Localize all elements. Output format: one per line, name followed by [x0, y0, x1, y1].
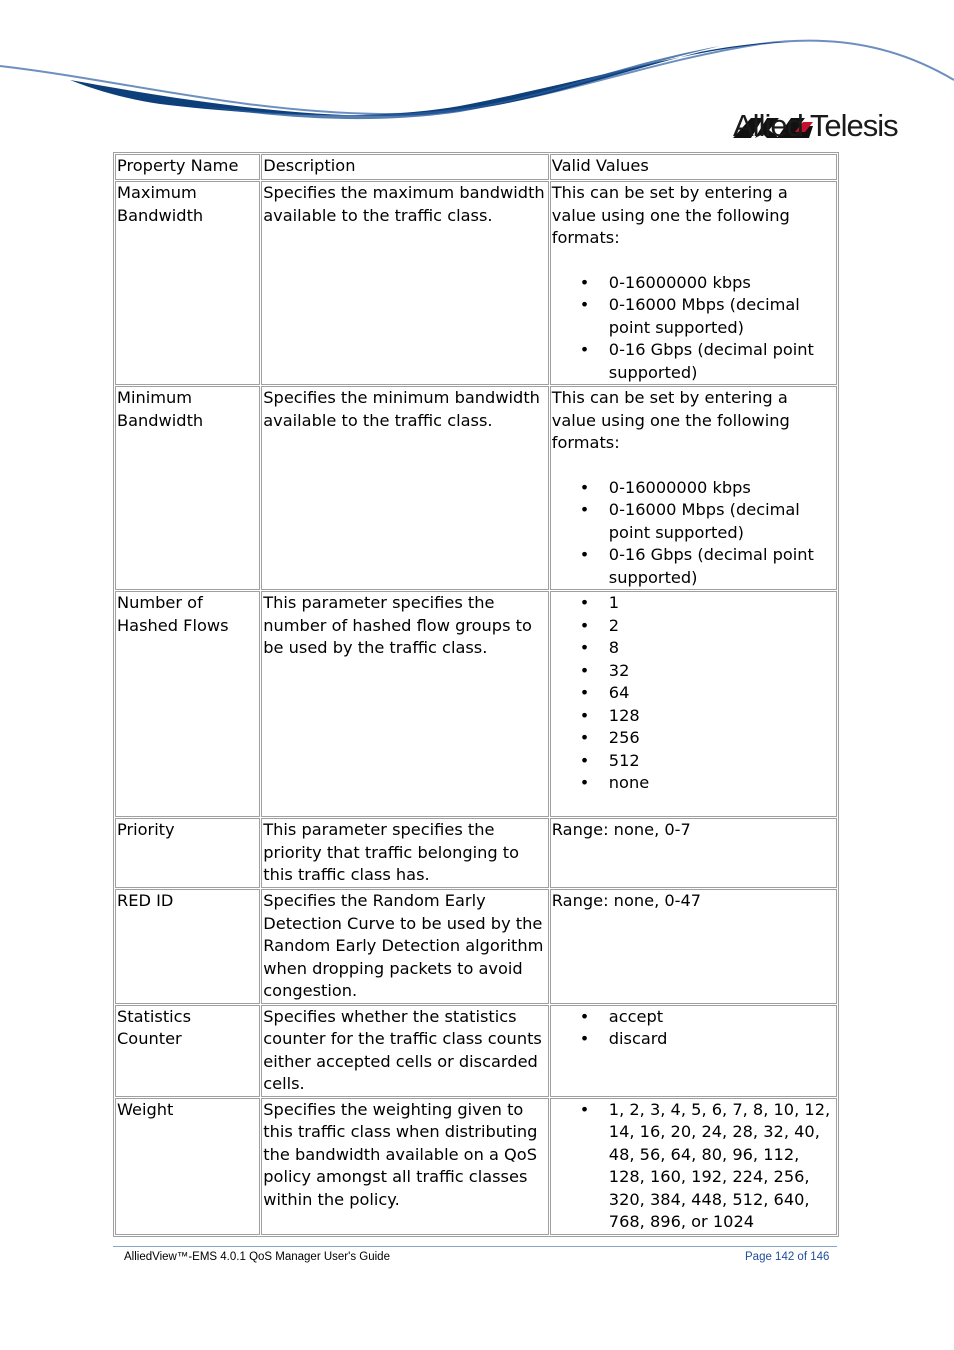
list-item: • 128 [552, 705, 836, 728]
footer-divider [113, 1246, 837, 1247]
header-description: Description [261, 154, 549, 180]
list-item: • 1, 2, 3, 4, 5, 6, 7, 8, 10, 12, 14, 16, 20, 24, 28, 32, 40, 48, 56, 64, 80, 96, 112, 128, 160, 192, 224, 256, 320, 384, 448, 512, 640, 768, 896, or 1024 [552, 1099, 836, 1234]
table-row [115, 818, 837, 888]
header-valid-values: Valid Values [550, 154, 837, 180]
list-item: • 0-16000 Mbps (decimal point supported) [552, 294, 836, 339]
table-row [115, 386, 837, 590]
list-item: • 0-16 Gbps (decimal point supported) [552, 339, 836, 384]
valid-values-list [552, 592, 836, 795]
list-item: • accept [552, 1006, 836, 1029]
table-header-row [115, 154, 837, 180]
property-name-cell: Minimum Bandwidth [115, 386, 260, 590]
table-row [115, 889, 837, 1004]
footer-page-number: Page 142 of 146 [745, 1251, 830, 1263]
list-item: • 512 [552, 750, 836, 773]
table-row [115, 591, 837, 817]
header-property-name: Property Name [115, 154, 260, 180]
list-item: • 0-16000000 kbps [552, 477, 836, 500]
valid-values-cell [550, 591, 837, 817]
list-item: • 0-16000 Mbps (decimal point supported) [552, 499, 836, 544]
valid-values-list [552, 1099, 836, 1234]
description-cell: This parameter specifies the priority that traffic belonging to this traffic class has. [261, 818, 549, 888]
valid-values-cell [550, 1005, 837, 1097]
properties-table [113, 152, 839, 1237]
valid-values-list [552, 1006, 836, 1051]
list-item: • 64 [552, 682, 836, 705]
description-cell: This parameter specifies the number of hashed flow groups to be used by the traffic class. [261, 591, 549, 817]
valid-values-list [552, 272, 836, 385]
brand-name: Allied Telesis [733, 108, 898, 143]
property-name-cell: Statistics Counter [115, 1005, 260, 1097]
valid-values-cell [550, 1098, 837, 1235]
description-cell: Specifies the minimum bandwidth available to the traffic class. [261, 386, 549, 590]
description-cell: Specifies whether the statistics counter for the traffic class counts either accepted cells or discarded cells. [261, 1005, 549, 1097]
valid-values-cell [550, 181, 837, 385]
list-item: • none [552, 772, 836, 795]
property-name-cell: Maximum Bandwidth [115, 181, 260, 385]
valid-values-cell: Range: none, 0-47 [550, 889, 837, 1004]
footer-document-title: AlliedView™-EMS 4.0.1 QoS Manager User's Guide [124, 1251, 390, 1263]
valid-values-intro: This can be set by entering a value using one the following formats: [551, 183, 790, 247]
description-cell: Specifies the weighting given to this traffic class when distributing the bandwidth available on a QoS policy amongst all traffic classes within the policy. [261, 1098, 549, 1235]
valid-values-cell: Range: none, 0-7 [550, 818, 837, 888]
list-item: • 2 [552, 615, 836, 638]
description-cell: Specifies the maximum bandwidth available to the traffic class. [261, 181, 549, 385]
valid-values-list [552, 477, 836, 590]
description-cell: Specifies the Random Early Detection Curve to be used by the Random Early Detection algorithm when dropping packets to avoid congestion. [261, 889, 549, 1004]
property-name-cell: Number of Hashed Flows [115, 591, 260, 817]
list-item: • 0-16000000 kbps [552, 272, 836, 295]
valid-values-intro: This can be set by entering a value using one the following formats: [551, 388, 790, 452]
list-item: • 0-16 Gbps (decimal point supported) [552, 544, 836, 589]
property-name-cell: Priority [115, 818, 260, 888]
valid-values-cell [550, 386, 837, 590]
list-item: • 32 [552, 660, 836, 683]
table-row [115, 181, 837, 385]
list-item: • 256 [552, 727, 836, 750]
table-row [115, 1005, 837, 1097]
property-name-cell: RED ID [115, 889, 260, 1004]
property-name-cell: Weight [115, 1098, 260, 1235]
list-item: • 8 [552, 637, 836, 660]
list-item: • 1 [552, 592, 836, 615]
list-item: • discard [552, 1028, 836, 1051]
table-row [115, 1098, 837, 1235]
